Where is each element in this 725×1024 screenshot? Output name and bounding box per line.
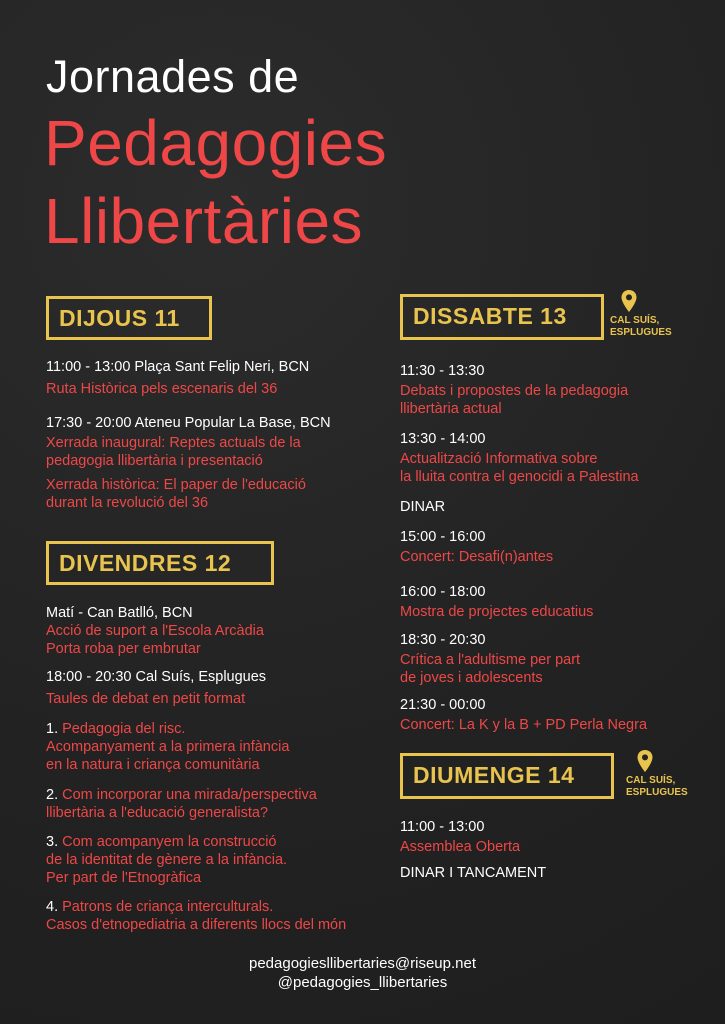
title-line-3: Llibertàries <box>44 185 364 257</box>
event-title: Porta roba per embrutar <box>46 641 201 657</box>
location-saturday <box>610 315 672 339</box>
event-time: 11:00 - 13:00 <box>400 819 485 835</box>
debate-number: 1. <box>46 721 59 737</box>
event-time: 17:30 - 20:00 Ateneu Popular La Base, BCN <box>46 415 331 431</box>
day-label-thursday: DIJOUS 11 <box>46 296 212 340</box>
event-title: llibertària actual <box>400 401 502 417</box>
debate-text: Casos d'etnopediatria a diferents llocs del món <box>46 917 347 933</box>
debate-text: Per part de l'Etnogràfica <box>46 870 202 886</box>
event-time: 15:00 - 16:00 <box>400 529 486 545</box>
event-title: Taules de debat en petit format <box>46 691 246 707</box>
debate-text: Com acompanyem la construcció <box>62 834 277 850</box>
event-saturday-4 <box>400 583 593 621</box>
event-title: Acció de suport a l'Escola Arcàdia <box>46 623 264 639</box>
footer-handle[interactable]: @pedagogies_llibertaries <box>277 974 448 991</box>
debate-4 <box>46 898 346 934</box>
event-title: Concert: La K y la B + PD Perla Negra <box>400 717 648 733</box>
event-time: 16:00 - 18:00 <box>400 584 486 600</box>
event-title: Xerrada històrica: El paper de l'educació <box>46 477 306 493</box>
event-time: Matí - Can Batlló, BCN <box>46 605 193 621</box>
location-line: CAL SUÍS, <box>610 315 660 326</box>
day-label-friday: DIVENDRES 12 <box>46 541 274 585</box>
event-time: 18:00 - 20:30 Cal Suís, Esplugues <box>46 669 267 685</box>
debate-1 <box>46 720 289 774</box>
event-time: 21:30 - 00:00 <box>400 697 486 713</box>
event-thursday-2 <box>46 414 331 470</box>
event-saturday-6 <box>400 696 647 734</box>
location-line: ESPLUGUES <box>626 787 688 798</box>
footer-email[interactable]: pedagogiesllibertaries@riseup.net <box>248 955 477 972</box>
debate-3 <box>46 833 287 887</box>
debate-number: 2. <box>46 787 59 803</box>
title-line-2: Pedagogies <box>44 107 388 179</box>
event-thursday-3 <box>46 476 306 512</box>
debate-text: Acompanyament a la primera infància <box>46 739 290 755</box>
event-title: Concert: Desafi(n)antes <box>400 549 554 565</box>
debate-text: en la natura i criança comunitària <box>46 757 260 773</box>
location-pin-icon <box>636 749 654 773</box>
debate-2 <box>46 786 317 822</box>
event-title: durant la revolució del 36 <box>46 495 209 511</box>
title-line-1: Jornades de <box>46 51 300 102</box>
event-time: 13:30 - 14:00 <box>400 431 486 447</box>
debate-number: 3. <box>46 834 59 850</box>
debate-text: de la identitat de gènere a la infància. <box>46 852 288 868</box>
event-saturday-2 <box>400 430 639 486</box>
event-time: DINAR <box>400 499 446 515</box>
debate-text: Com incorporar una mirada/perspectiva <box>62 787 317 803</box>
debate-text: llibertària a l'educació generalista? <box>46 805 269 821</box>
event-title: Assemblea Oberta <box>400 839 521 855</box>
event-saturday-lunch <box>400 498 445 516</box>
event-title: de joves i adolescents <box>400 670 543 686</box>
location-pin-icon <box>620 289 638 313</box>
event-title: la lluita contra el genocidi a Palestina <box>400 469 639 485</box>
day-label-saturday: DISSABTE 13 <box>400 294 604 340</box>
event-title: Actualització Informativa sobre <box>400 451 598 467</box>
event-saturday-3 <box>400 528 553 566</box>
event-title: Debats i propostes de la pedagogia <box>400 383 629 399</box>
location-line: ESPLUGUES <box>610 327 672 338</box>
location-sunday <box>626 775 688 799</box>
event-time: DINAR I TANCAMENT <box>400 865 547 881</box>
event-time: 11:00 - 13:00 Plaça Sant Felip Neri, BCN <box>46 359 310 375</box>
event-sunday-1 <box>400 818 520 856</box>
location-line: CAL SUÍS, <box>626 775 676 786</box>
debate-number: 4. <box>46 899 59 915</box>
event-friday-2 <box>46 668 266 708</box>
event-title: Xerrada inaugural: Reptes actuals de la <box>46 435 301 451</box>
event-saturday-1 <box>400 362 628 418</box>
event-title: Crítica a l'adultisme per part <box>400 652 581 668</box>
debate-text: Patrons de criança interculturals. <box>62 899 274 915</box>
event-title: Mostra de projectes educatius <box>400 604 594 620</box>
event-saturday-5 <box>400 631 580 687</box>
event-thursday-1 <box>46 358 309 398</box>
day-label-sunday: DIUMENGE 14 <box>400 753 614 799</box>
event-time: 11:30 - 13:30 <box>400 363 485 379</box>
event-friday-1 <box>46 604 264 658</box>
event-title: Ruta Històrica pels escenaris del 36 <box>46 381 278 397</box>
event-time: 18:30 - 20:30 <box>400 632 486 648</box>
event-sunday-2 <box>400 864 546 882</box>
event-title: pedagogia llibertària i presentació <box>46 453 263 469</box>
debate-text: Pedagogia del risc. <box>62 721 186 737</box>
